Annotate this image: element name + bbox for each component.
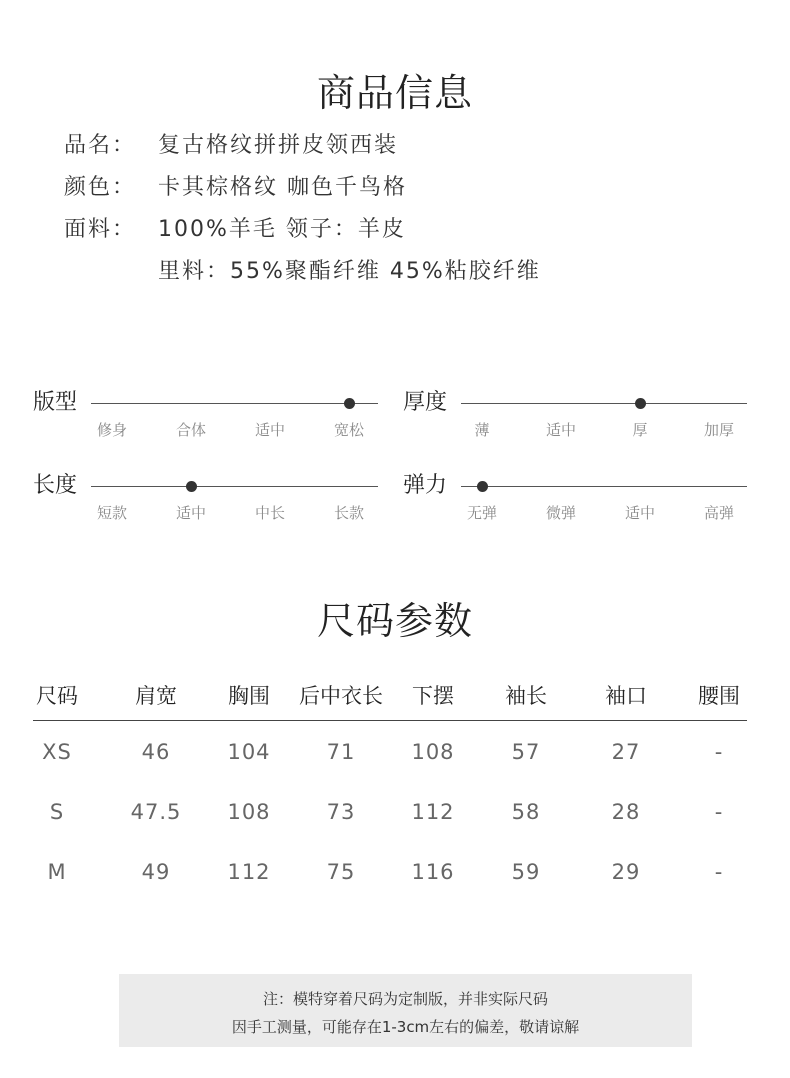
attribute-marker	[344, 398, 355, 409]
attribute-track	[461, 486, 747, 487]
info-label: 面料：	[64, 217, 137, 242]
note-line-1: 注：模特穿着尺码为定制版，并非实际尺码	[262, 990, 548, 1008]
table-cell: 71	[326, 740, 356, 764]
attribute-option: 中长	[254, 504, 285, 522]
table-cell: 108	[227, 800, 271, 824]
table-header-cell: 下摆	[412, 684, 454, 708]
info-label: 颜色：	[64, 175, 137, 200]
table-cell: 47.5	[130, 800, 182, 824]
attribute-option: 合体	[175, 421, 206, 439]
table-cell: 73	[326, 800, 356, 824]
table-cell: 112	[227, 860, 271, 884]
table-cell: 49	[141, 860, 171, 884]
table-cell: 57	[511, 740, 541, 764]
attribute-option: 高弹	[703, 504, 734, 522]
attribute-label: 厚度	[403, 390, 448, 415]
table-cell: 75	[326, 860, 356, 884]
attribute-option: 适中	[254, 421, 285, 439]
size-title: 尺码参数	[316, 599, 473, 643]
attribute-option: 修身	[96, 421, 127, 439]
table-cell: 116	[411, 860, 455, 884]
table-header-cell: 肩宽	[135, 684, 177, 708]
table-cell: 29	[611, 860, 641, 884]
table-header-divider	[33, 720, 747, 721]
table-cell: 58	[511, 800, 541, 824]
table-cell: XS	[42, 740, 72, 764]
attribute-option: 适中	[175, 504, 206, 522]
attribute-scale	[403, 468, 747, 528]
table-cell: 108	[411, 740, 455, 764]
attribute-option: 长款	[333, 504, 364, 522]
table-cell: -	[714, 800, 724, 824]
attribute-option: 厚	[632, 421, 648, 439]
table-cell: M	[47, 860, 67, 884]
table-header-cell: 袖口	[605, 684, 647, 708]
attribute-marker	[635, 398, 646, 409]
table-header-cell: 袖长	[505, 684, 547, 708]
attribute-label: 版型	[33, 390, 78, 415]
attribute-track	[461, 403, 747, 404]
info-value: 里料：55%聚酯纤维 45%粘胶纤维	[158, 259, 541, 284]
attribute-option: 适中	[545, 421, 576, 439]
attribute-scale	[403, 385, 747, 445]
attribute-option: 薄	[474, 421, 490, 439]
table-header-cell: 尺码	[36, 684, 78, 708]
info-value: 100%羊毛 领子：羊皮	[158, 217, 406, 242]
table-cell: 28	[611, 800, 641, 824]
attribute-option: 宽松	[333, 421, 364, 439]
attribute-label: 长度	[33, 473, 78, 498]
table-cell: 112	[411, 800, 455, 824]
attribute-option: 短款	[96, 504, 127, 522]
note-line-2: 因手工测量，可能存在1-3cm左右的偏差，敬请谅解	[231, 1018, 580, 1036]
info-label: 品名：	[64, 133, 137, 158]
attribute-scale	[33, 385, 378, 445]
attribute-track	[91, 486, 378, 487]
attribute-option: 加厚	[703, 421, 734, 439]
table-header-cell: 后中衣长	[299, 684, 383, 708]
attribute-track	[91, 403, 378, 404]
table-cell: -	[714, 740, 724, 764]
attribute-option: 无弹	[466, 504, 497, 522]
attribute-label: 弹力	[403, 473, 448, 498]
table-cell: 104	[227, 740, 271, 764]
attribute-option: 适中	[624, 504, 655, 522]
info-value: 卡其棕格纹 咖色千鸟格	[158, 175, 407, 200]
table-header-cell: 胸围	[228, 684, 270, 708]
attribute-option: 微弹	[545, 504, 576, 522]
attribute-marker	[186, 481, 197, 492]
attribute-scale	[33, 468, 378, 528]
table-cell: S	[49, 800, 65, 824]
info-value: 复古格纹拼拼皮领西装	[158, 133, 399, 158]
table-cell: -	[714, 860, 724, 884]
table-cell: 59	[511, 860, 541, 884]
table-header-cell: 腰围	[698, 684, 740, 708]
table-cell: 27	[611, 740, 641, 764]
product-info-title: 商品信息	[316, 71, 473, 115]
table-cell: 46	[141, 740, 171, 764]
attribute-marker	[477, 481, 488, 492]
note-box	[119, 974, 692, 1047]
